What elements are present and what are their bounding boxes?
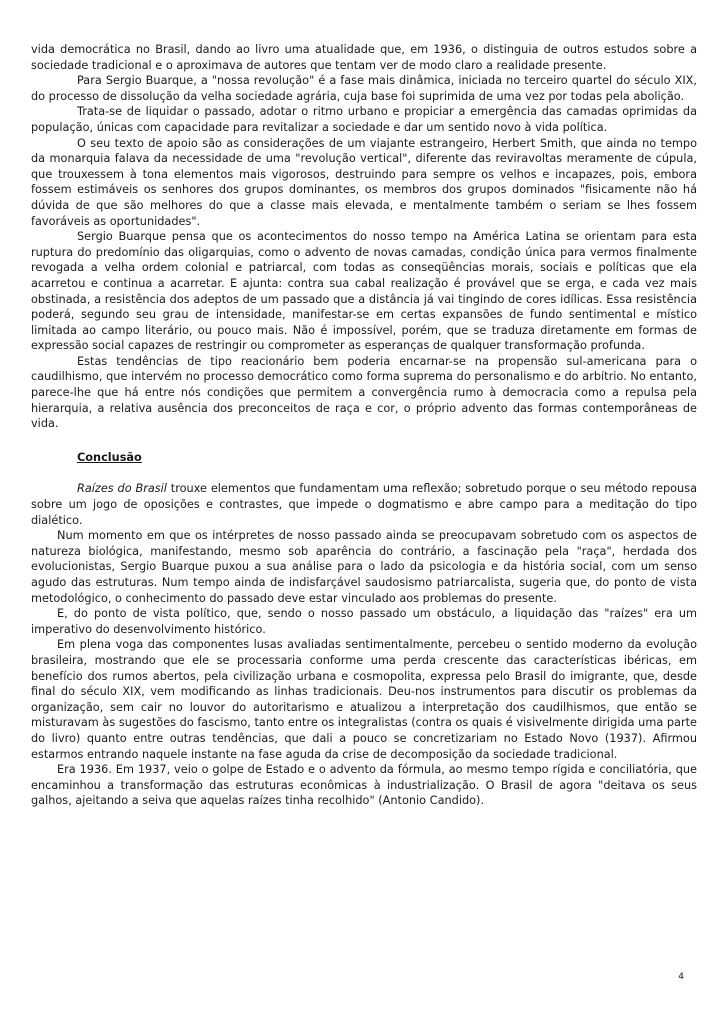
section-heading-conclusao: Conclusão bbox=[77, 450, 142, 464]
conclusion-paragraph-4: Em plena voga das componentes lusas avaliadas sentimentalmente, percebeu o sentido moderno da evolução brasileira, mostrando que ele se processaria conforme uma perda crescente das características ibéricas, em benefício dos rumos abertos, pela civilização urbana e cosmopolita, expressa pelo Brasil do imigrante, que, desde final do século XIX, vem modificando as linhas tradicionais. Deu-nos instrumentos para discutir os problemas da organização, sem cair no louvor do autoritarismo e atualizou a interpretação dos caudilhismos, que então se misturavam às sugestões do fascismo, tanto entre os integralistas (contra os quais é visivelmente dirigida uma parte do livro) quanto entre outras tendências, que dali a pouco se concretizariam no Estado Novo (1937). Afirmou estarmos entrando naquele instante na fase aguda da crise de decomposição da sociedade tradicional. bbox=[31, 638, 697, 761]
conclusion-paragraph-1-text: trouxe elementos que fundamentam uma reflexão; sobretudo porque o seu método repousa sobre um jogo de oposições e contrastes, que impede o dogmatismo e abre campo para a meditação do tipo dialético. bbox=[31, 482, 698, 527]
book-title: Raízes do Brasil bbox=[77, 482, 167, 496]
document-page bbox=[31, 42, 697, 809]
conclusion-paragraph-2: Num momento em que os intérpretes de nosso passado ainda se preocupavam sobretudo com os aspectos de natureza biológica, manifestando, mesmo sob aparência do contrário, a fascinação pela "raça", herdada dos evolucionistas, Sergio Buarque puxou a sua análise para o lado da psicologia e da história social, com um senso agudo das estruturas. Num tempo ainda de indisfarçável saudosismo patriarcalista, sugeria que, do ponto de vista metodológico, o conhecimento do passado deve estar vinculado aos problemas do presente. bbox=[31, 529, 697, 605]
paragraph-3: Trata-se de liquidar o passado, adotar o ritmo urbano e propiciar a emergência das camadas oprimidas da população, únicas com capacidade para revitalizar a sociedade e dar um sentido novo à vida política. bbox=[31, 105, 697, 134]
conclusion-paragraph-1 bbox=[31, 481, 697, 528]
paragraph-5: Sergio Buarque pensa que os acontecimentos do nosso tempo na América Latina se orientam para esta ruptura do predomínio das oligarquias, como o advento de novas camadas, condição única para vermos finalmente revogada a velha ordem colonial e patriarcal, com todas as conseqüências morais, sociais e políticas que ela acarretou e continua a acarretar. E ajunta: contra sua cabal realização é provável que se erga, e cada vez mais obstinada, a resistência dos adeptos de um passado que a distância já vai tingindo de cores idílicas. Essa resistência poderá, segundo seu grau de intensidade, manifestar-se em certas expansões de fundo sentimental e místico limitada ao campo literário, ou pouco mais. Não é impossível, porém, que se traduza diretamente em formas de expressão social capazes de restringir ou comprometer as esperanças de qualquer transformação profunda. bbox=[31, 230, 697, 353]
paragraph-4: O seu texto de apoio são as considerações de um viajante estrangeiro, Herbert Smith, que ainda no tempo da monarquia falava da necessidade de uma "revolução vertical", diferente das reviravoltas meramente de cúpula, que trouxessem à tona elementos mais vigorosos, destruindo para sempre os velhos e incapazes, pois, embora fossem estimáveis os senhores dos grupos dominantes, os membros dos grupos dominados "fisicamente não há dúvida de que são melhores do que a classe mais elevada, e mentalmente também o seriam se lhes fossem favoráveis as oportunidades". bbox=[31, 136, 697, 228]
paragraph-6: Estas tendências de tipo reacionário bem poderia encarnar-se na propensão sul-americana para o caudilhismo, que intervém no processo democrático como forma suprema do personalismo e do arbítrio. No entanto, parece-lhe que há entre nós condições que permitem a convergência rumo à democracia como a repulsa pela hierarquia, a relativa ausência dos preconceitos de raça e cor, o próprio advento das formas contemporâneas de vida. bbox=[31, 354, 697, 431]
conclusion-paragraph-5: Era 1936. Em 1937, veio o golpe de Estado e o advento da fórmula, ao mesmo tempo rígida e conciliatória, que encaminhou a transformação das estruturas econômicas à industrialização. O Brasil de agora "deitava os seus galhos, ajeitando a seiva que aquelas raízes tinha recolhido" (Antonio Candido). bbox=[31, 763, 697, 808]
conclusion-paragraph-3: E, do ponto de vista político, que, sendo o nosso passado um obstáculo, a liquidação das "raízes" era um imperativo do desenvolvimento histórico. bbox=[31, 607, 697, 636]
page-number: 4 bbox=[678, 972, 684, 982]
paragraph-1: vida democrática no Brasil, dando ao livro uma atualidade que, em 1936, o distinguia de outros estudos sobre a sociedade tradicional e o aproximava de autores que tentam ver de modo claro a realidade presente. bbox=[31, 43, 697, 72]
paragraph-2: Para Sergio Buarque, a "nossa revolução" é a fase mais dinâmica, iniciada no terceiro quartel do século XIX, do processo de dissolução da velha sociedade agrária, cuja base foi suprimida de uma vez por todas pela abolição. bbox=[31, 74, 697, 103]
